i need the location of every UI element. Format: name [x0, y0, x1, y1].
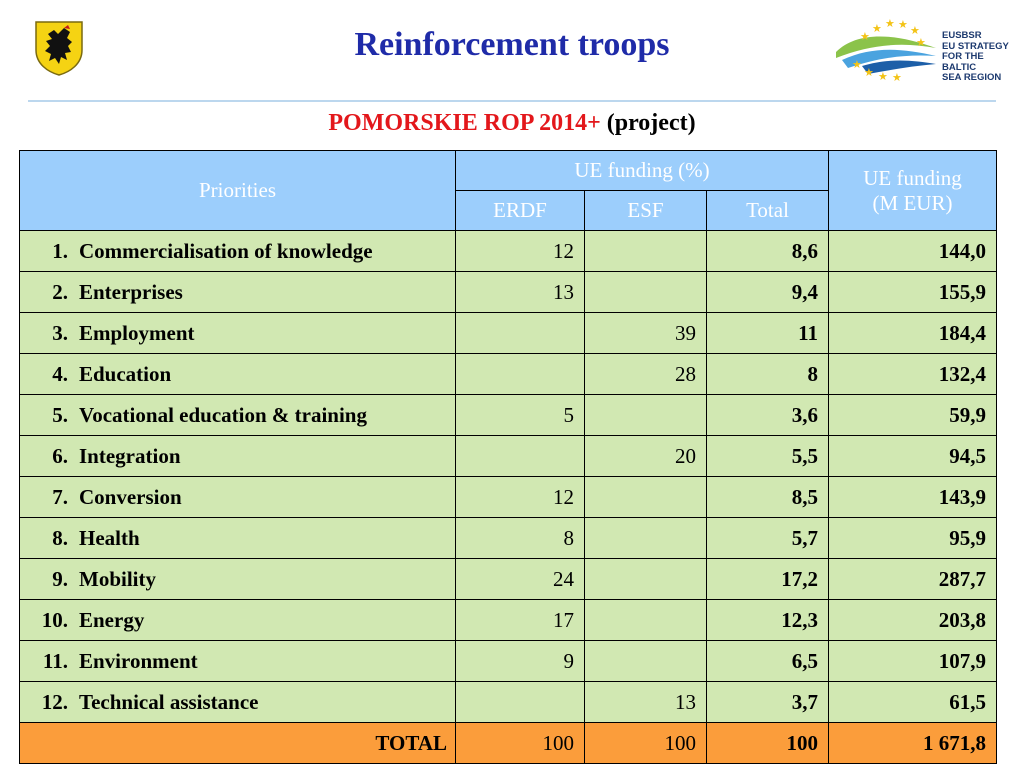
table-row — [20, 600, 997, 641]
meur-cell: 144,0 — [829, 231, 997, 272]
funding-table — [19, 150, 997, 764]
header-erdf: ERDF — [456, 191, 585, 231]
total-total: 100 — [707, 723, 829, 764]
table-row — [20, 518, 997, 559]
esf-cell: 39 — [585, 313, 707, 354]
svg-text:★: ★ — [898, 19, 908, 31]
priority-cell — [20, 313, 456, 354]
table-row — [20, 682, 997, 723]
svg-text:★: ★ — [860, 31, 870, 43]
header-total: Total — [707, 191, 829, 231]
priority-name: Employment — [79, 320, 195, 345]
eusbsr-logo — [832, 18, 1018, 82]
priority-name: Technical assistance — [79, 689, 259, 714]
table-row — [20, 313, 997, 354]
priority-number: 12. — [41, 689, 68, 714]
table-row — [20, 354, 997, 395]
priority-cell — [20, 641, 456, 682]
svg-text:★: ★ — [872, 23, 882, 35]
priority-name: Integration — [79, 443, 181, 468]
priority-cell — [20, 231, 456, 272]
priority-cell — [20, 477, 456, 518]
total-label: TOTAL — [20, 723, 456, 764]
header-ue-funding-pct: UE funding (%) — [456, 151, 829, 191]
priority-number: 6. — [52, 443, 68, 468]
meur-cell: 132,4 — [829, 354, 997, 395]
priority-cell — [20, 559, 456, 600]
erdf-cell: 13 — [456, 272, 585, 313]
priority-number: 3. — [52, 320, 68, 345]
table-row — [20, 559, 997, 600]
total-cell: 8,5 — [707, 477, 829, 518]
erdf-cell: 5 — [456, 395, 585, 436]
table-row — [20, 231, 997, 272]
priority-number: 1. — [52, 238, 68, 263]
erdf-cell: 24 — [456, 559, 585, 600]
logo-line: EU STRATEGY — [942, 40, 1009, 52]
esf-cell: 20 — [585, 436, 707, 477]
priority-number: 11. — [42, 648, 68, 673]
total-cell: 3,7 — [707, 682, 829, 723]
meur-cell: 184,4 — [829, 313, 997, 354]
subtitle-status: (project) — [606, 110, 696, 136]
erdf-cell: 9 — [456, 641, 585, 682]
priority-name: Vocational education & training — [79, 402, 367, 427]
total-cell: 8 — [707, 354, 829, 395]
erdf-cell: 12 — [456, 231, 585, 272]
meur-cell: 203,8 — [829, 600, 997, 641]
esf-cell — [585, 477, 707, 518]
priority-name: Conversion — [79, 484, 182, 509]
esf-cell — [585, 641, 707, 682]
total-cell: 9,4 — [707, 272, 829, 313]
meur-cell: 287,7 — [829, 559, 997, 600]
logo-line: FOR THE BALTIC — [942, 51, 984, 73]
esf-cell — [585, 231, 707, 272]
logo-line: EUSBSR — [942, 30, 982, 41]
table-row — [20, 395, 997, 436]
svg-text:★: ★ — [892, 72, 902, 82]
total-meur: 1 671,8 — [829, 723, 997, 764]
priority-number: 10. — [41, 607, 68, 632]
meur-cell: 61,5 — [829, 682, 997, 723]
priority-name: Education — [79, 361, 172, 386]
priority-cell — [20, 354, 456, 395]
subtitle-program: POMORSKIE ROP 2014+ — [328, 110, 601, 136]
header-ue-funding-meur — [829, 151, 997, 231]
header-ue-funding-meur-line1: UE funding — [863, 165, 962, 190]
esf-cell — [585, 395, 707, 436]
priority-cell — [20, 682, 456, 723]
header-ue-funding-meur-line2: (M EUR) — [872, 190, 953, 215]
priority-name: Environment — [79, 648, 198, 673]
esf-cell — [585, 518, 707, 559]
priority-cell — [20, 600, 456, 641]
total-cell: 5,5 — [707, 436, 829, 477]
priority-cell — [20, 272, 456, 313]
total-erdf: 100 — [456, 723, 585, 764]
meur-cell: 107,9 — [829, 641, 997, 682]
total-cell: 8,6 — [707, 231, 829, 272]
esf-cell: 28 — [585, 354, 707, 395]
table-subtitle — [0, 110, 1024, 137]
erdf-cell — [456, 313, 585, 354]
total-cell: 12,3 — [707, 600, 829, 641]
svg-text:★: ★ — [864, 67, 874, 79]
header-divider — [28, 100, 996, 102]
priority-number: 4. — [52, 361, 68, 386]
priority-cell — [20, 395, 456, 436]
total-cell: 3,6 — [707, 395, 829, 436]
erdf-cell — [456, 354, 585, 395]
logo-line: SEA REGION — [942, 72, 1002, 83]
erdf-cell — [456, 682, 585, 723]
priority-name: Enterprises — [79, 279, 183, 304]
esf-cell — [585, 272, 707, 313]
table-row — [20, 272, 997, 313]
erdf-cell — [456, 436, 585, 477]
svg-text:★: ★ — [852, 59, 862, 71]
svg-text:★: ★ — [910, 25, 920, 37]
eusbsr-logo-text — [942, 31, 1018, 84]
priority-cell — [20, 518, 456, 559]
esf-cell — [585, 600, 707, 641]
meur-cell: 143,9 — [829, 477, 997, 518]
priority-name: Energy — [79, 607, 145, 632]
priority-number: 9. — [52, 566, 68, 591]
esf-cell — [585, 559, 707, 600]
priority-number: 8. — [52, 525, 68, 550]
priority-name: Commercialisation of knowledge — [79, 238, 373, 263]
svg-text:★: ★ — [885, 18, 895, 30]
table-row — [20, 641, 997, 682]
erdf-cell: 17 — [456, 600, 585, 641]
page-title: Reinforcement troops — [354, 26, 670, 63]
priority-name: Health — [79, 525, 140, 550]
total-cell: 6,5 — [707, 641, 829, 682]
erdf-cell: 12 — [456, 477, 585, 518]
total-cell: 11 — [707, 313, 829, 354]
priority-number: 2. — [52, 279, 68, 304]
meur-cell: 95,9 — [829, 518, 997, 559]
erdf-cell: 8 — [456, 518, 585, 559]
svg-text:★: ★ — [878, 71, 888, 82]
total-row — [20, 723, 997, 764]
meur-cell: 59,9 — [829, 395, 997, 436]
priority-cell — [20, 436, 456, 477]
header-esf: ESF — [585, 191, 707, 231]
meur-cell: 155,9 — [829, 272, 997, 313]
priority-number: 5. — [52, 402, 68, 427]
table-body — [20, 231, 997, 723]
total-cell: 17,2 — [707, 559, 829, 600]
priority-name: Mobility — [79, 566, 156, 591]
esf-cell: 13 — [585, 682, 707, 723]
meur-cell: 94,5 — [829, 436, 997, 477]
total-esf: 100 — [585, 723, 707, 764]
priority-number: 7. — [52, 484, 68, 509]
header-priorities: Priorities — [20, 151, 456, 231]
svg-text:★: ★ — [916, 37, 926, 49]
total-cell: 5,7 — [707, 518, 829, 559]
table-row — [20, 436, 997, 477]
table-row — [20, 477, 997, 518]
